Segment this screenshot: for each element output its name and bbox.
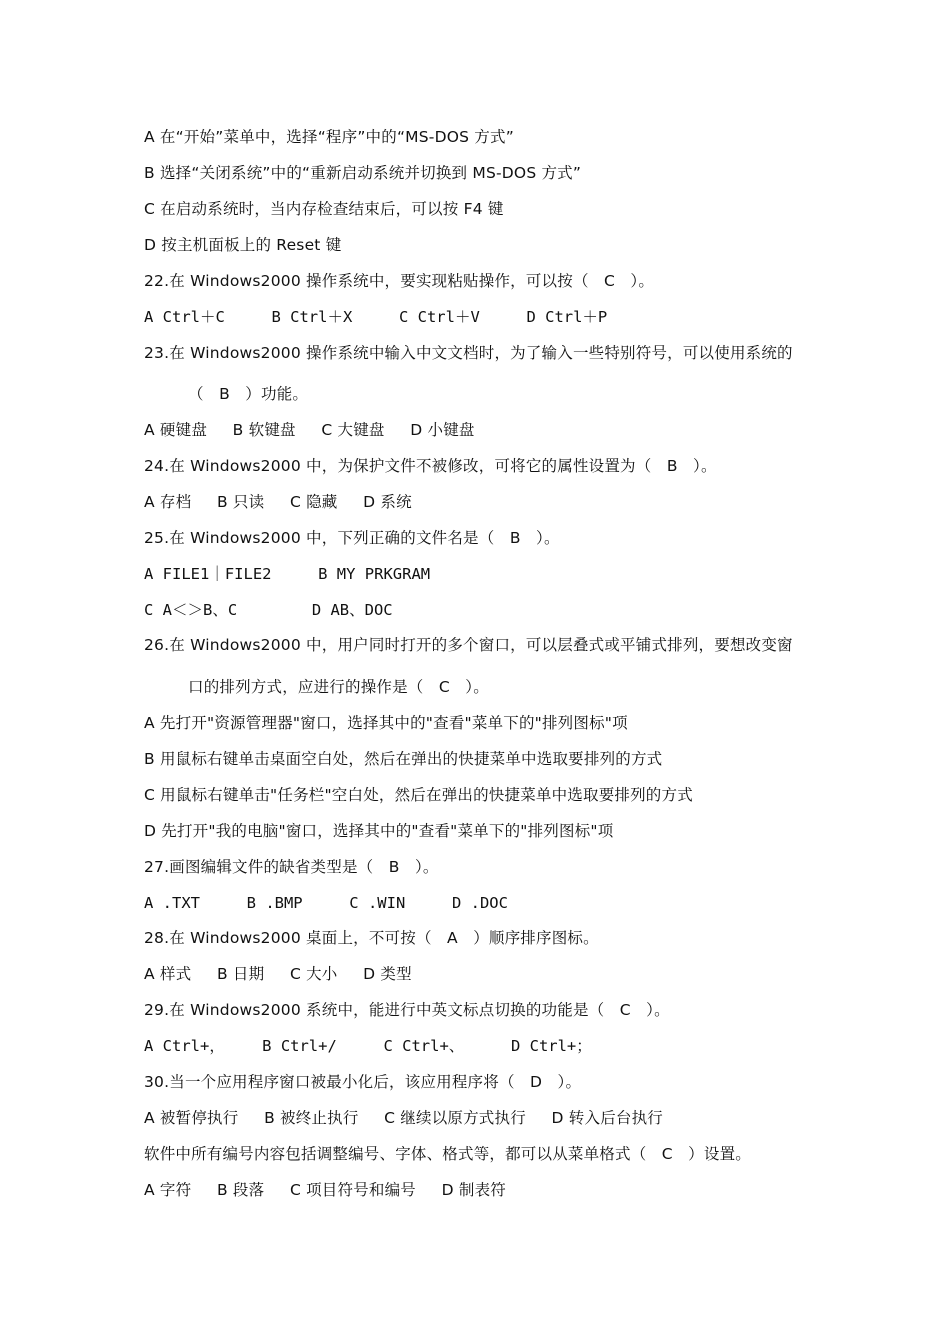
question-23-cont: （ B ）功能。 [188, 385, 309, 403]
options-25-cd: C A＜＞B、C D AB、DOC [144, 601, 393, 619]
options-29: A Ctrl+， B Ctrl+/ C Ctrl+、 D Ctrl+； [144, 1037, 592, 1055]
question-28: 28.在 Windows2000 桌面上，不可按（ A ）顺序排序图标。 [144, 929, 599, 947]
options-23: A 硬键盘 B 软键盘 C 大键盘 D 小键盘 [144, 421, 475, 439]
question-24: 24.在 Windows2000 中，为保护文件不被修改，可将它的属性设置为（ B ）。 [144, 457, 717, 475]
question-numbering: 软件中所有编号内容包括调整编号、字体、格式等，都可以从菜单格式（ C ）设置。 [144, 1145, 751, 1163]
question-27: 27.画图编辑文件的缺省类型是（ B ）。 [144, 858, 439, 876]
question-25: 25.在 Windows2000 中，下列正确的文件名是（ B ）。 [144, 529, 560, 547]
question-23: 23.在 Windows2000 操作系统中输入中文文档时，为了输入一些特别符号，可以使用系统的 [144, 344, 793, 362]
options-22: A Ctrl＋C B Ctrl＋X C Ctrl＋V D Ctrl＋P [144, 308, 608, 326]
options-25-ab: A FILE1｜FILE2 B MY PRKGRAM [144, 565, 431, 583]
option-a-line: A 在“开始”菜单中，选择“程序”中的“MS-DOS 方式” [144, 128, 514, 146]
option-26-b: B 用鼠标右键单击桌面空白处，然后在弹出的快捷菜单中选取要排列的方式 [144, 750, 663, 768]
question-26-cont: 口的排列方式，应进行的操作是（ C ）。 [188, 678, 489, 696]
option-26-a: A 先打开"资源管理器"窗口，选择其中的"查看"菜单下的"排列图标"项 [144, 714, 628, 732]
question-22: 22.在 Windows2000 操作系统中，要实现粘贴操作，可以按（ C ）。 [144, 272, 655, 290]
option-b-line: B 选择“关闭系统”中的“重新启动系统并切换到 MS-DOS 方式” [144, 164, 582, 182]
options-30: A 被暂停执行 B 被终止执行 C 继续以原方式执行 D 转入后台执行 [144, 1109, 664, 1127]
question-26: 26.在 Windows2000 中，用户同时打开的多个窗口，可以层叠式或平铺式排列，要想改变窗 [144, 636, 793, 654]
options-24: A 存档 B 只读 C 隐藏 D 系统 [144, 493, 412, 511]
question-30: 30.当一个应用程序窗口被最小化后，该应用程序将（ D ）。 [144, 1073, 582, 1091]
option-d-line: D 按主机面板上的 Reset 键 [144, 236, 342, 254]
options-27: A .TXT B .BMP C .WIN D .DOC [144, 894, 508, 912]
question-29: 29.在 Windows2000 系统中，能进行中英文标点切换的功能是（ C ）。 [144, 1001, 670, 1019]
option-c-line: C 在启动系统时，当内存检查结束后，可以按 F4 键 [144, 200, 504, 218]
option-26-c: C 用鼠标右键单击"任务栏"空白处，然后在弹出的快捷菜单中选取要排列的方式 [144, 786, 693, 804]
options-28: A 样式 B 日期 C 大小 D 类型 [144, 965, 412, 983]
options-numbering: A 字符 B 段落 C 项目符号和编号 D 制表符 [144, 1181, 507, 1199]
option-26-d: D 先打开"我的电脑"窗口，选择其中的"查看"菜单下的"排列图标"项 [144, 822, 614, 840]
